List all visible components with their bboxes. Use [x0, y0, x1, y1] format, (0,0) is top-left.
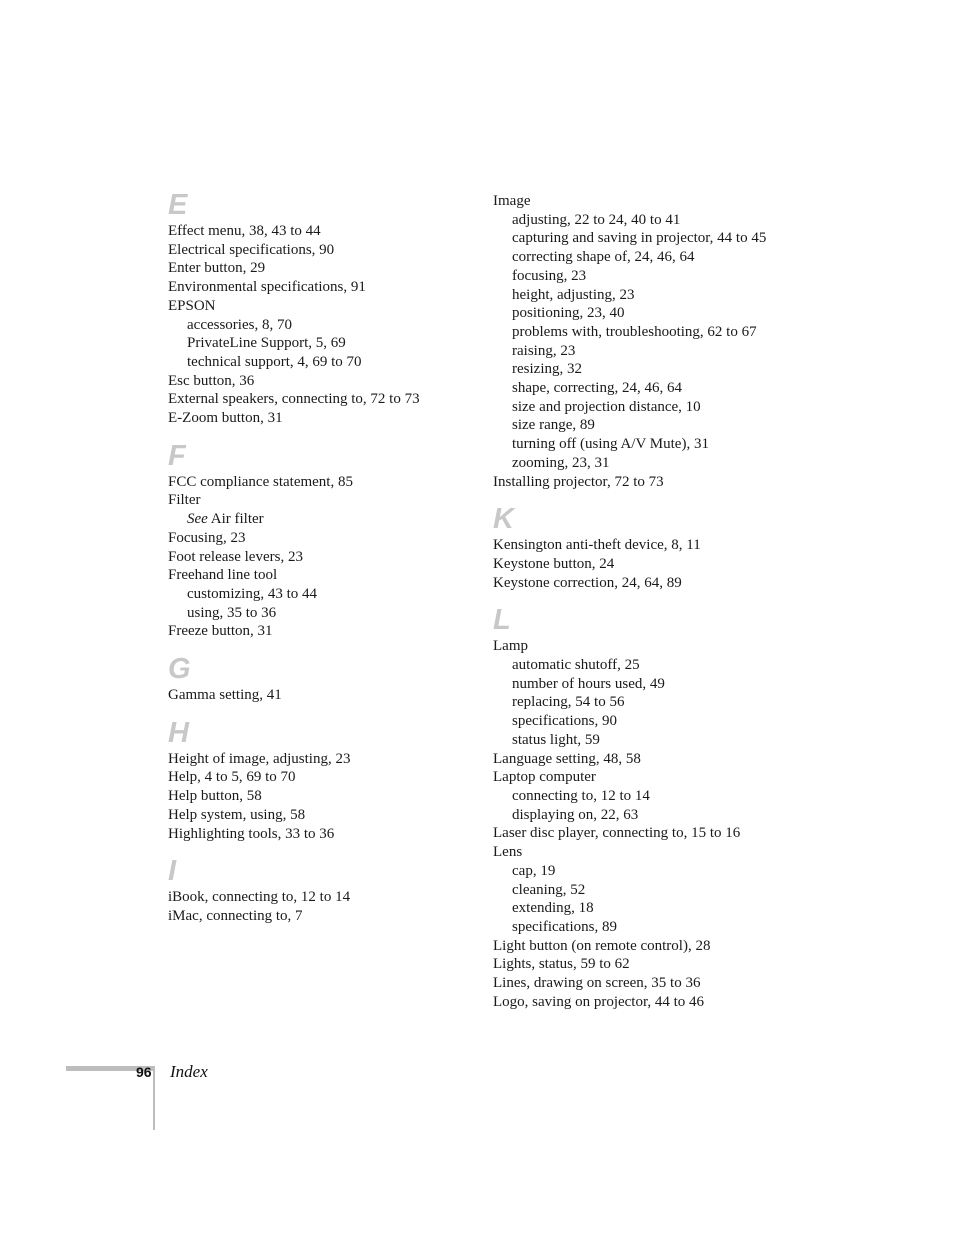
index-subentry: resizing, 32	[512, 361, 582, 378]
index-column-right	[493, 192, 813, 1011]
index-entry: Kensington anti-theft device, 8, 11	[493, 537, 701, 554]
index-section	[168, 856, 468, 925]
index-entry: Image	[493, 193, 531, 209]
index-entry: Lens	[493, 844, 523, 861]
index-entry: Light button (on remote control), 28	[493, 937, 711, 954]
index-entry: Freehand line tool	[168, 567, 278, 584]
index-subentry: correcting shape of, 24, 46, 64	[512, 249, 695, 266]
index-subentry: problems with, troubleshooting, 62 to 67	[512, 323, 757, 340]
index-entry: Lamp	[493, 638, 528, 655]
page-number: 96	[136, 1064, 152, 1080]
index-subentry: height, adjusting, 23	[512, 286, 635, 303]
index-section	[493, 504, 813, 592]
index-section	[493, 605, 813, 1011]
index-entry: Enter button, 29	[168, 260, 266, 277]
index-subentry: raising, 23	[512, 342, 576, 359]
index-entry: iMac, connecting to, 7	[168, 907, 303, 924]
section-letter: K	[493, 503, 514, 536]
index-subentry: replacing, 54 to 56	[512, 694, 625, 711]
index-entry: Electrical specifications, 90	[168, 241, 335, 258]
index-entry: Logo, saving on projector, 44 to 46	[493, 993, 705, 1010]
index-subentry	[168, 510, 468, 529]
section-letter: I	[168, 855, 177, 888]
footer-rule	[153, 1066, 155, 1130]
index-entry: Laser disc player, connecting to, 15 to 16	[493, 825, 741, 842]
index-subentry: zooming, 23, 31	[512, 454, 610, 471]
index-entry: External speakers, connecting to, 72 to 73	[168, 391, 420, 408]
index-subentry: automatic shutoff, 25	[512, 657, 640, 674]
index-subentry: adjusting, 22 to 24, 40 to 41	[512, 211, 681, 228]
index-subentry: PrivateLine Support, 5, 69	[187, 335, 346, 352]
index-entry: Highlighting tools, 33 to 36	[168, 825, 335, 842]
index-section	[168, 718, 468, 844]
index-entry: Height of image, adjusting, 23	[168, 750, 351, 767]
index-section	[168, 190, 468, 428]
index-subentry: specifications, 90	[512, 713, 617, 730]
index-subentry: displaying on, 22, 63	[512, 806, 639, 823]
index-subentry: positioning, 23, 40	[512, 305, 625, 322]
index-section	[168, 441, 468, 641]
index-entry: Help, 4 to 5, 69 to 70	[168, 769, 296, 786]
index-subentry: connecting to, 12 to 14	[512, 787, 650, 804]
section-gap	[493, 491, 813, 504]
index-entry: Lines, drawing on screen, 35 to 36	[493, 975, 701, 992]
section-gap	[168, 705, 468, 718]
index-entry: Focusing, 23	[168, 529, 246, 546]
index-subentry: accessories, 8, 70	[187, 316, 292, 333]
index-subentry: status light, 59	[512, 731, 600, 748]
index-subentry: cap, 19	[512, 862, 556, 879]
index-entry: Language setting, 48, 58	[493, 750, 641, 767]
index-entry: Keystone button, 24	[493, 555, 615, 572]
index-entry: Help button, 58	[168, 788, 262, 805]
index-section	[493, 192, 813, 491]
index-entry: Installing projector, 72 to 73	[493, 473, 664, 490]
index-subentry: size range, 89	[512, 417, 595, 434]
index-subentry: size and projection distance, 10	[512, 398, 701, 415]
index-entry: iBook, connecting to, 12 to 14	[168, 889, 351, 906]
index-subentry: customizing, 43 to 44	[187, 585, 317, 602]
index-entry: Help system, using, 58	[168, 806, 306, 823]
index-entry: Freeze button, 31	[168, 623, 273, 640]
see-target: Air filter	[207, 511, 264, 528]
see-reference: See	[187, 511, 208, 528]
index-entry: Environmental specifications, 91	[168, 279, 366, 296]
section-letter: G	[168, 653, 191, 686]
section-gap	[168, 843, 468, 856]
index-entry: Effect menu, 38, 43 to 44	[168, 223, 321, 239]
index-entry: FCC compliance statement, 85	[168, 473, 353, 490]
index-subentry: cleaning, 52	[512, 881, 586, 898]
index-subentry: specifications, 89	[512, 918, 617, 935]
section-letter: F	[168, 439, 186, 472]
index-subentry: turning off (using A/V Mute), 31	[512, 436, 709, 453]
index-subentry: capturing and saving in projector, 44 to 45	[512, 230, 767, 247]
section-letter: E	[168, 189, 188, 221]
index-section	[168, 654, 468, 705]
index-entry: Filter	[168, 492, 201, 509]
index-subentry: focusing, 23	[512, 267, 587, 284]
index-column-left	[168, 190, 468, 926]
index-subentry: technical support, 4, 69 to 70	[187, 353, 362, 370]
index-entry: Laptop computer	[493, 769, 596, 786]
index-subentry: extending, 18	[512, 900, 594, 917]
index-entry: Keystone correction, 24, 64, 89	[493, 574, 682, 591]
section-letter: L	[493, 604, 511, 637]
section-letter: H	[168, 716, 189, 749]
running-title: Index	[170, 1062, 208, 1081]
index-entry: E-Zoom button, 31	[168, 410, 283, 427]
index-entry: Gamma setting, 41	[168, 687, 282, 704]
index-entry: EPSON	[168, 297, 216, 314]
index-subentry: shape, correcting, 24, 46, 64	[512, 380, 682, 397]
section-gap	[493, 592, 813, 605]
index-subentry: number of hours used, 49	[512, 675, 665, 692]
index-entry: Lights, status, 59 to 62	[493, 956, 630, 973]
section-gap	[168, 428, 468, 441]
section-gap	[168, 641, 468, 654]
index-entry: Foot release levers, 23	[168, 548, 303, 565]
index-subentry: using, 35 to 36	[187, 604, 277, 621]
index-entry: Esc button, 36	[168, 372, 255, 389]
